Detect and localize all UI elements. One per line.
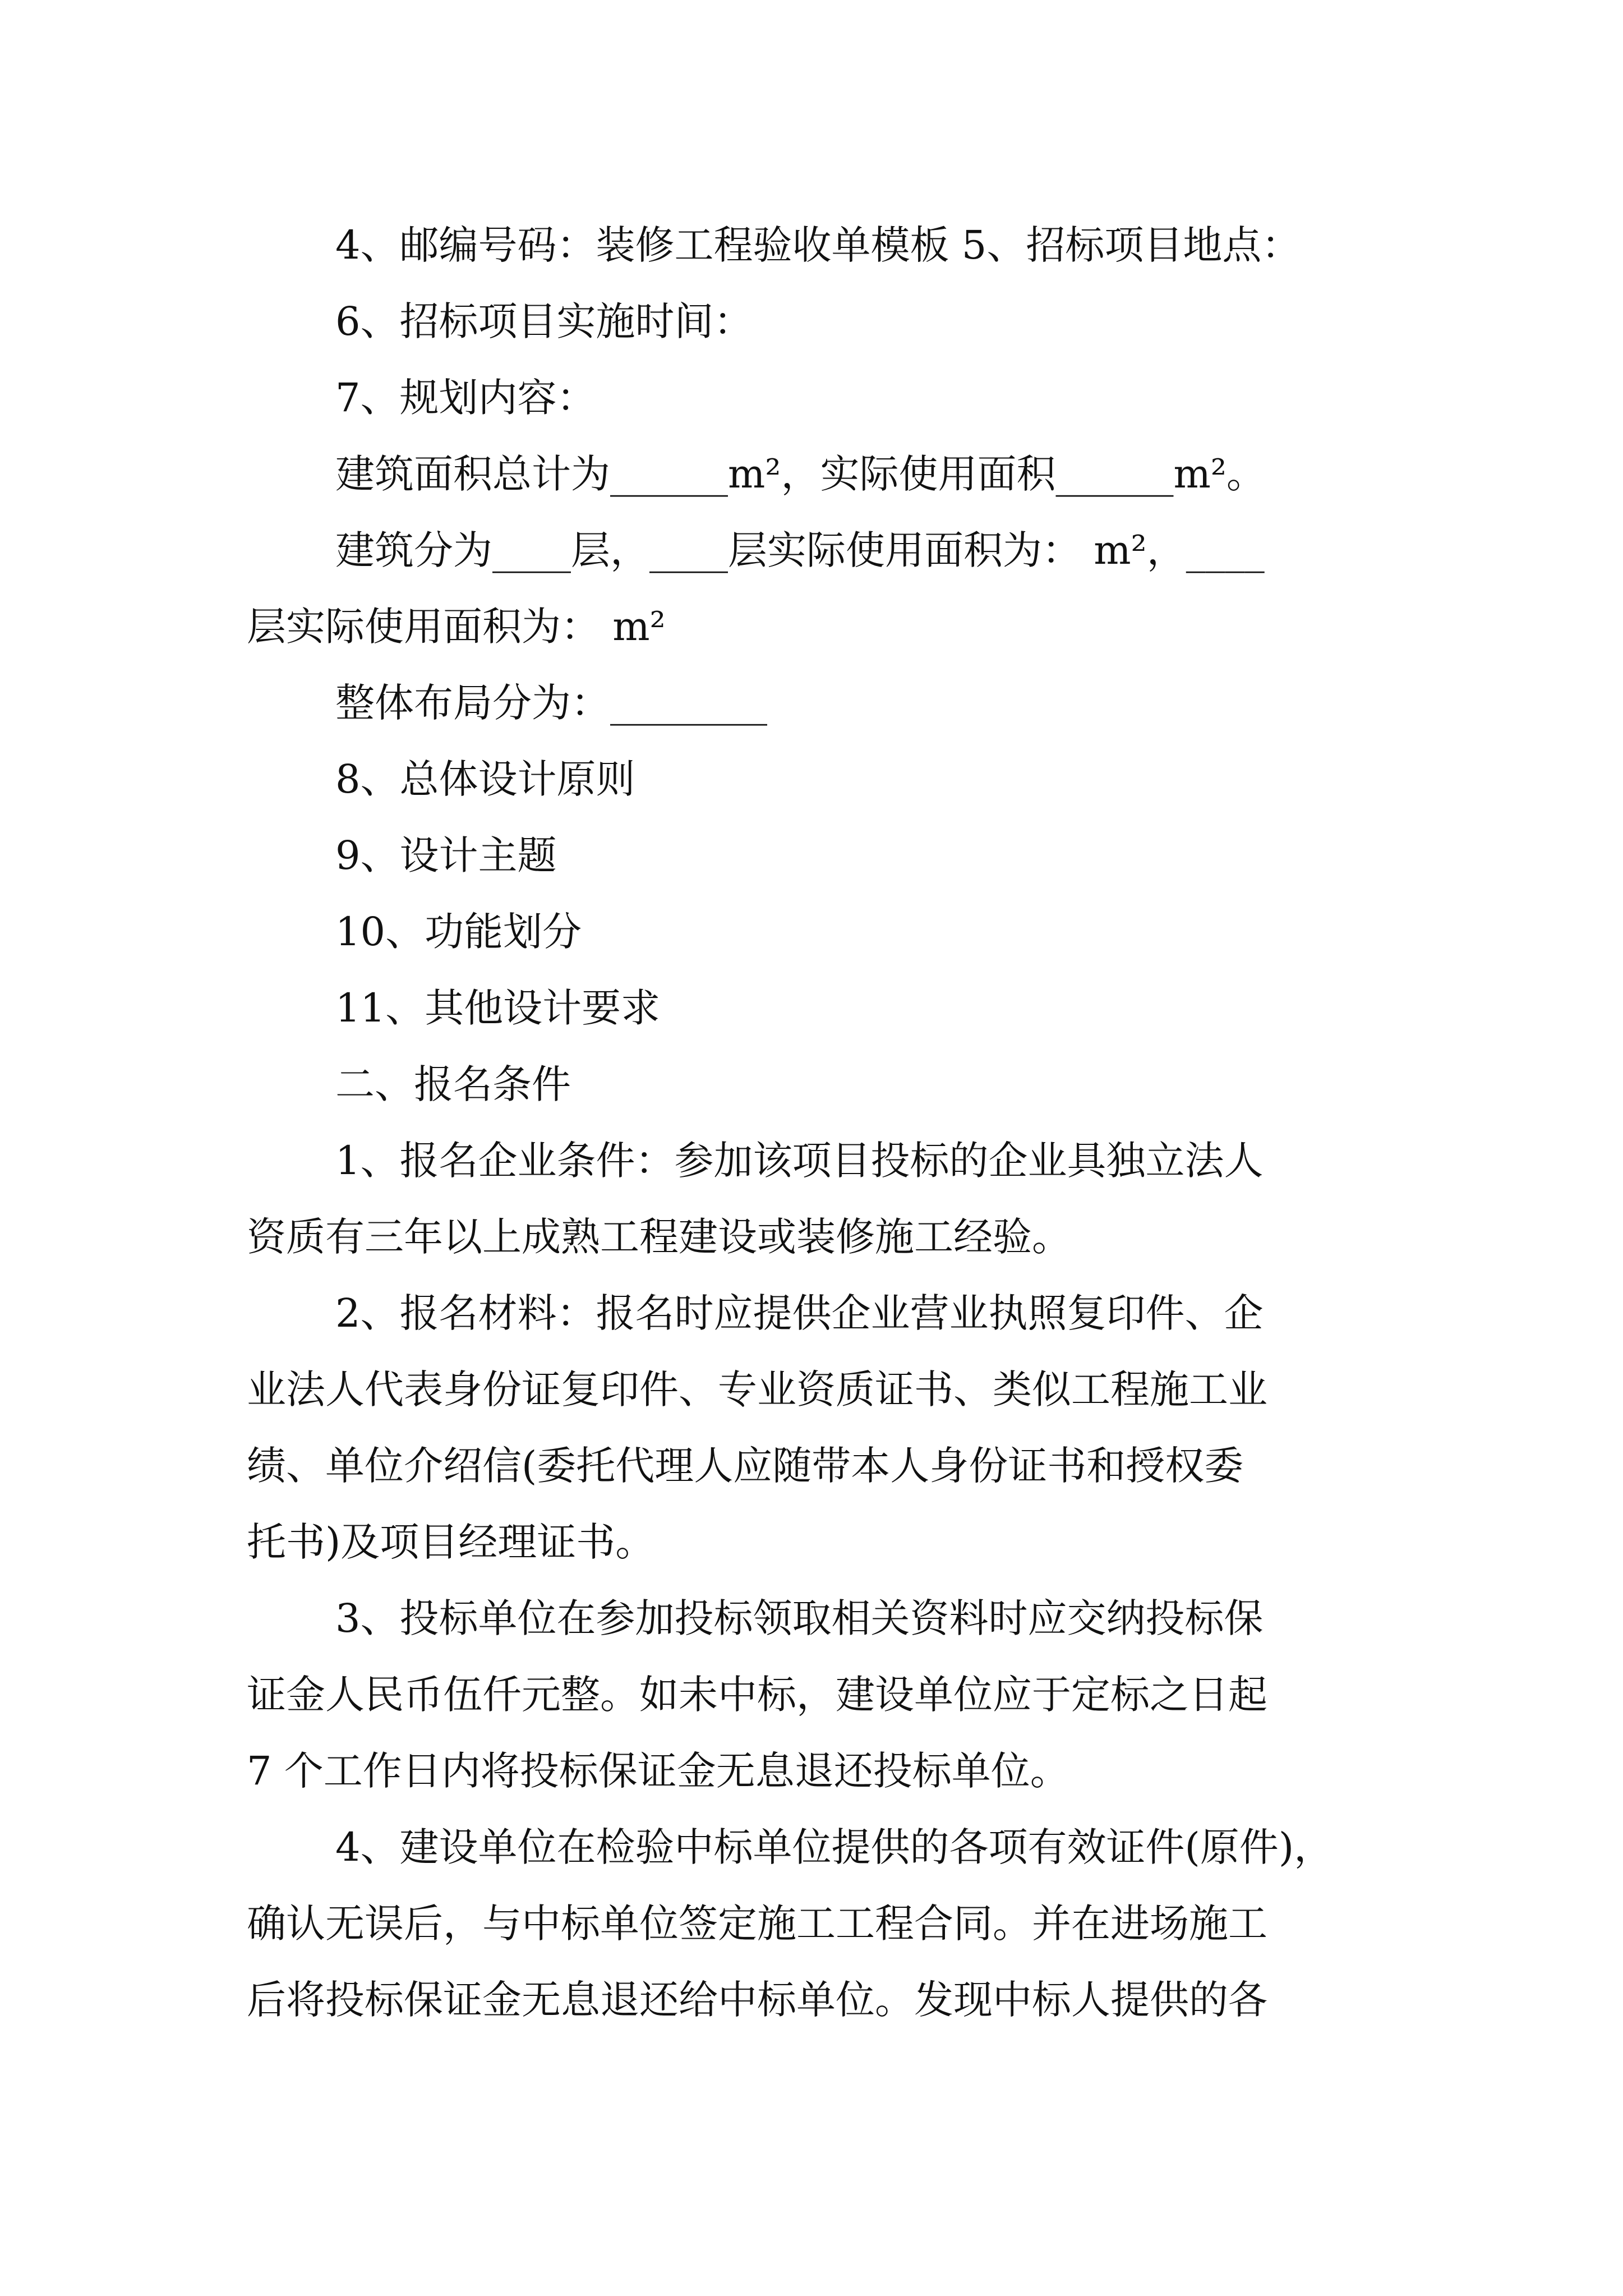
text-line: 11、其他设计要求 (335, 985, 661, 1031)
text-line: 托书)及项目经理证书。 (247, 1519, 655, 1565)
text-line: 后将投标保证金无息退还给中标单位。发现中标人提供的各 (247, 1977, 1267, 2023)
text-line: 层实际使用面积为： m² (247, 604, 666, 650)
text-line: 6、招标项目实施时间： (335, 298, 753, 344)
text-line: 证金人民币伍仟元整。如未中标，建设单位应于定标之日起 (247, 1672, 1267, 1718)
text-line: 绩、单位介绍信(委托代理人应随带本人身份证书和授权委 (247, 1443, 1244, 1489)
text-line: 确认无误后，与中标单位签定施工工程合同。并在进场施工 (247, 1901, 1267, 1947)
text-line: 4、建设单位在检验中标单位提供的各项有效证件(原件)， (335, 1824, 1334, 1870)
text-line: 7 个工作日内将投标保证金无息退还投标单位。 (247, 1748, 1069, 1794)
text-line: 3、投标单位在参加投标领取相关资料时应交纳投标保 (335, 1595, 1264, 1641)
text-line: 8、总体设计原则 (335, 756, 635, 802)
text-line: 建筑面积总计为______m²，实际使用面积______m²。 (335, 451, 1266, 497)
text-line: 资质有三年以上成熟工程建设或装修施工经验。 (247, 1214, 1071, 1260)
text-line: 10、功能划分 (335, 909, 582, 955)
text-line: 业法人代表身份证复印件、专业资质证书、类似工程施工业 (247, 1366, 1267, 1412)
text-line: 4、邮编号码：装修工程验收单模板 5、招标项目地点： (335, 222, 1301, 268)
text-line: 9、设计主题 (335, 832, 557, 878)
text-line: 7、规划内容： (335, 375, 596, 421)
text-line: 1、报名企业条件：参加该项目投标的企业具独立法人 (335, 1138, 1264, 1184)
text-line: 建筑分为____层，____层实际使用面积为： m²，____ (335, 527, 1265, 573)
text-line: 2、报名材料：报名时应提供企业营业执照复印件、企 (335, 1290, 1264, 1336)
text-line: 整体布局分为：________ (335, 680, 767, 726)
text-line: 二、报名条件 (335, 1061, 571, 1107)
